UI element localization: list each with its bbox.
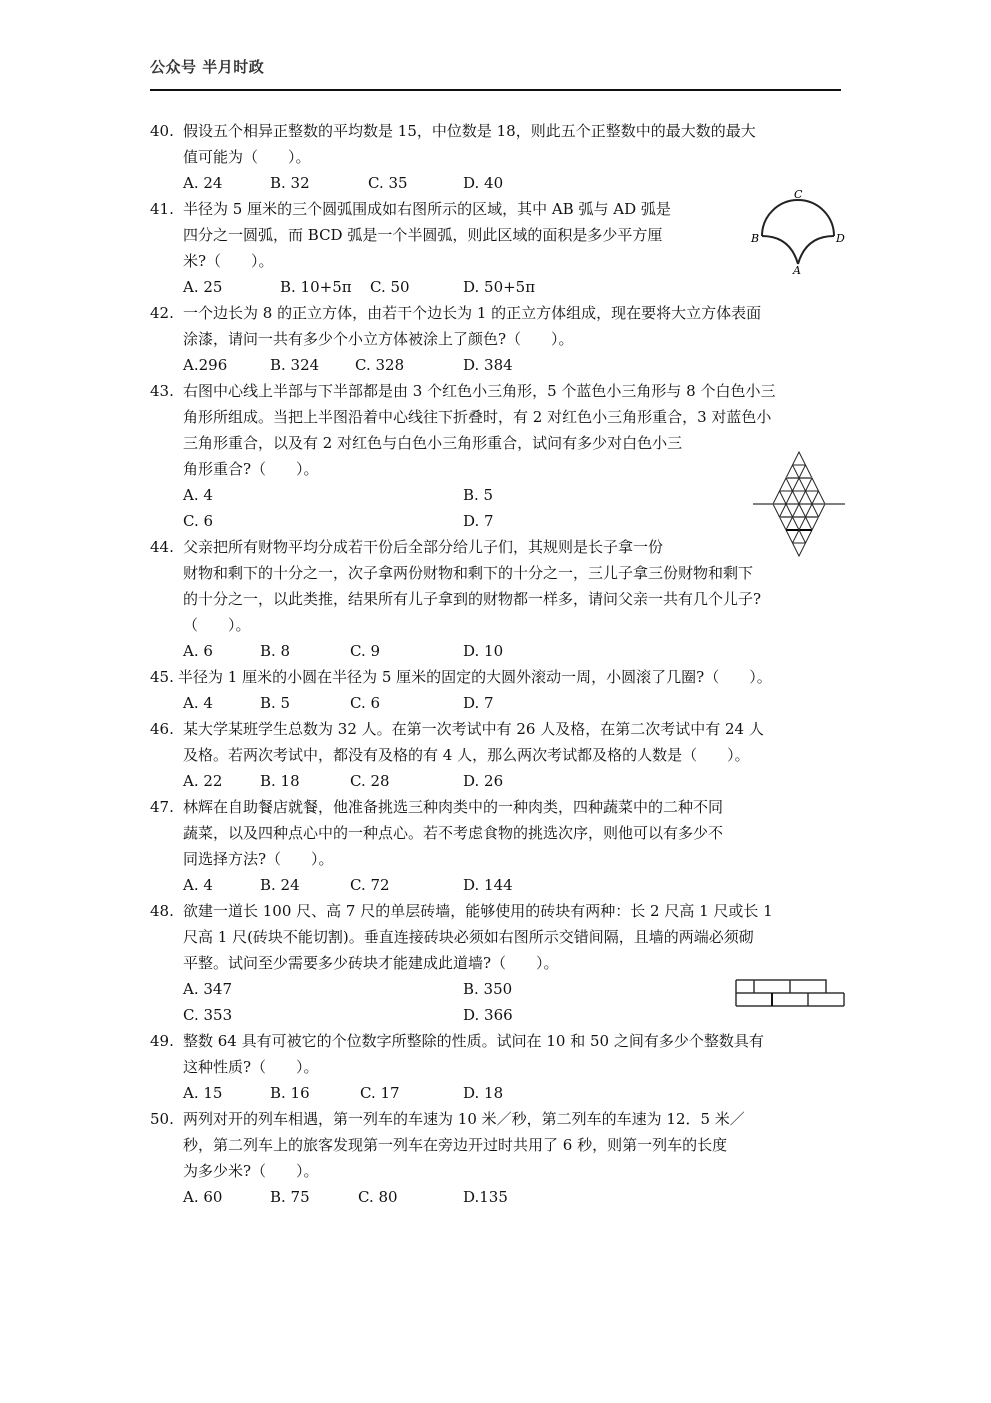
option-b: B. 5	[463, 486, 494, 504]
header-divider	[150, 89, 841, 91]
question-list	[150, 118, 845, 1210]
question-48	[150, 898, 845, 1028]
option-b: B. 324	[270, 356, 320, 374]
option-a: A. 6	[183, 642, 213, 660]
question-text: （ ）。	[183, 616, 251, 634]
question-43	[150, 378, 845, 534]
question-number: 46.	[150, 720, 174, 738]
arc-region-figure	[750, 184, 845, 274]
option-b: B. 16	[270, 1084, 310, 1102]
options-row	[150, 768, 845, 794]
question-text: 整数 64 具有可被它的个位数字所整除的性质。试问在 10 和 50 之间有多少个整数具有	[183, 1032, 764, 1050]
svg-text:A: A	[793, 264, 801, 274]
options-row	[150, 690, 845, 716]
options-row	[150, 508, 845, 534]
question-text: 及格。若两次考试中，都没有及格的有 4 人，那么两次考试都及格的人数是（ ）。	[183, 746, 750, 764]
options-row	[150, 638, 845, 664]
options-row	[150, 352, 845, 378]
question-text: 某大学某班学生总数为 32 人。在第一次考试中有 26 人及格，在第二次考试中有 24 人	[183, 720, 764, 738]
option-a: A. 22	[183, 772, 223, 790]
option-d: D. 384	[463, 356, 513, 374]
options-row	[150, 1184, 845, 1210]
option-a: A. 60	[183, 1188, 223, 1206]
question-49	[150, 1028, 845, 1106]
question-number: 42.	[150, 304, 174, 322]
option-c: C. 6	[350, 694, 381, 712]
question-text: 右图中心线上半部与下半部都是由 3 个红色小三角形，5 个蓝色小三角形与 8 个白色小三	[183, 382, 776, 400]
question-text: 这种性质?（ ）。	[183, 1058, 319, 1076]
option-b: B. 75	[270, 1188, 310, 1206]
option-d: D.135	[463, 1188, 508, 1206]
option-a: A. 15	[183, 1084, 223, 1102]
option-c: C. 72	[350, 876, 390, 894]
question-text: 尺高 1 尺(砖块不能切割)。垂直连接砖块必须如右图所示交错间隔，且墙的两端必须砌	[183, 928, 754, 946]
question-text: 林辉在自助餐店就餐，他准备挑选三种肉类中的一种肉类，四种蔬菜中的二种不同	[183, 798, 724, 816]
question-text: 的十分之一，以此类推，结果所有儿子拿到的财物都一样多，请问父亲一共有几个儿子?	[183, 590, 762, 608]
question-46	[150, 716, 845, 794]
option-a: A. 4	[183, 876, 213, 894]
question-number: 41.	[150, 200, 174, 218]
svg-text:D: D	[836, 232, 845, 245]
question-41	[150, 188, 845, 300]
option-b: B. 10+5π	[280, 278, 352, 296]
options-row	[150, 872, 845, 898]
question-text: 值可能为（ ）。	[183, 148, 311, 166]
question-text: 三角形重合，以及有 2 对红色与白色小三角形重合，试问有多少对白色小三	[183, 434, 683, 452]
options-row	[150, 274, 845, 300]
question-text: 一个边长为 8 的正立方体，由若干个边长为 1 的正立方体组成，现在要将大立方体表面	[183, 304, 762, 322]
option-a: A. 25	[183, 278, 223, 296]
question-number: 47.	[150, 798, 174, 816]
option-d: D. 40	[463, 174, 504, 192]
option-a: A. 24	[183, 174, 223, 192]
option-b: B. 18	[260, 772, 300, 790]
question-text: 秒，第二列车上的旅客发现第一列车在旁边开过时共用了 6 秒，则第一列车的长度	[183, 1136, 728, 1154]
question-text: 父亲把所有财物平均分成若干份后全部分给儿子们，其规则是长子拿一份	[183, 538, 664, 556]
option-d: D. 144	[463, 876, 513, 894]
option-b: B. 5	[260, 694, 291, 712]
question-text: 半径为 5 厘米的三个圆弧围成如右图所示的区域，其中 AB 弧与 AD 弧是	[183, 200, 671, 218]
option-b: B. 8	[260, 642, 291, 660]
option-d: D. 366	[463, 1006, 513, 1024]
option-c: C. 28	[350, 772, 390, 790]
brick-wall-figure	[735, 978, 845, 1008]
question-text: 两列对开的列车相遇，第一列车的车速为 10 米／秒，第二列车的车速为 12．5 米／	[183, 1110, 745, 1128]
options-row	[150, 1080, 845, 1106]
option-d: D. 7	[463, 512, 494, 530]
option-c: C. 328	[355, 356, 405, 374]
option-a: A. 4	[183, 694, 213, 712]
question-text: 欲建一道长 100 尺、高 7 尺的单层砖墙，能够使用的砖块有两种：长 2 尺高 1 尺或长 1	[183, 902, 773, 920]
question-number: 44.	[150, 538, 174, 556]
option-c: C. 80	[358, 1188, 398, 1206]
option-d: D. 50+5π	[463, 278, 536, 296]
option-c: C. 353	[183, 1006, 233, 1024]
question-text: 假设五个相异正整数的平均数是 15，中位数是 18，则此五个正整数中的最大数的最大	[183, 122, 756, 140]
question-number: 40.	[150, 122, 174, 140]
question-text: 半径为 1 厘米的小圆在半径为 5 厘米的固定的大圆外滚动一周，小圆滚了几圈?（ ）。	[178, 668, 772, 686]
option-b: B. 24	[260, 876, 300, 894]
question-text: 四分之一圆弧，而 BCD 弧是一个半圆弧，则此区域的面积是多少平方厘	[183, 226, 663, 244]
question-text: 同选择方法?（ ）。	[183, 850, 334, 868]
option-c: C. 9	[350, 642, 381, 660]
question-text: 角形所组成。当把上半图沿着中心线往下折叠时，有 2 对红色小三角形重合，3 对蓝色小	[183, 408, 772, 426]
option-a: A. 347	[183, 980, 232, 998]
question-text: 为多少米?（ ）。	[183, 1162, 319, 1180]
options-row	[150, 482, 845, 508]
question-50	[150, 1106, 845, 1210]
option-d: D. 7	[463, 694, 494, 712]
options-row	[150, 170, 845, 196]
option-c: C. 17	[360, 1084, 400, 1102]
question-number: 43.	[150, 382, 174, 400]
question-45	[150, 664, 845, 716]
question-text: 蔬菜，以及四种点心中的一种点心。若不考虑食物的挑选次序，则他可以有多少不	[183, 824, 724, 842]
question-text: 角形重合?（ ）。	[183, 460, 319, 478]
option-c: C. 50	[370, 278, 410, 296]
page-header-title: 公众号 半月时政	[150, 58, 265, 76]
question-text: 平整。试问至少需要多少砖块才能建成此道墙?（ ）。	[183, 954, 559, 972]
option-d: D. 18	[463, 1084, 504, 1102]
question-text: 涂漆，请问一共有多少个小立方体被涂上了颜色?（ ）。	[183, 330, 574, 348]
svg-text:C: C	[794, 188, 803, 201]
question-40	[150, 118, 845, 196]
question-47	[150, 794, 845, 898]
option-d: D. 26	[463, 772, 504, 790]
question-text: 米?（ ）。	[183, 252, 274, 270]
option-c: C. 35	[368, 174, 408, 192]
question-number: 50.	[150, 1110, 174, 1128]
option-a: A. 4	[183, 486, 213, 504]
option-d: D. 10	[463, 642, 504, 660]
question-number: 45.	[150, 668, 174, 686]
option-c: C. 6	[183, 512, 214, 530]
question-number: 48.	[150, 902, 174, 920]
option-b: B. 32	[270, 174, 310, 192]
question-number: 49.	[150, 1032, 174, 1050]
question-text: 财物和剩下的十分之一，次子拿两份财物和剩下的十分之一，三儿子拿三份财物和剩下	[183, 564, 754, 582]
option-a: A.296	[183, 356, 228, 374]
question-42	[150, 300, 845, 378]
question-44	[150, 534, 845, 664]
svg-text:B: B	[751, 232, 760, 245]
option-b: B. 350	[463, 980, 513, 998]
